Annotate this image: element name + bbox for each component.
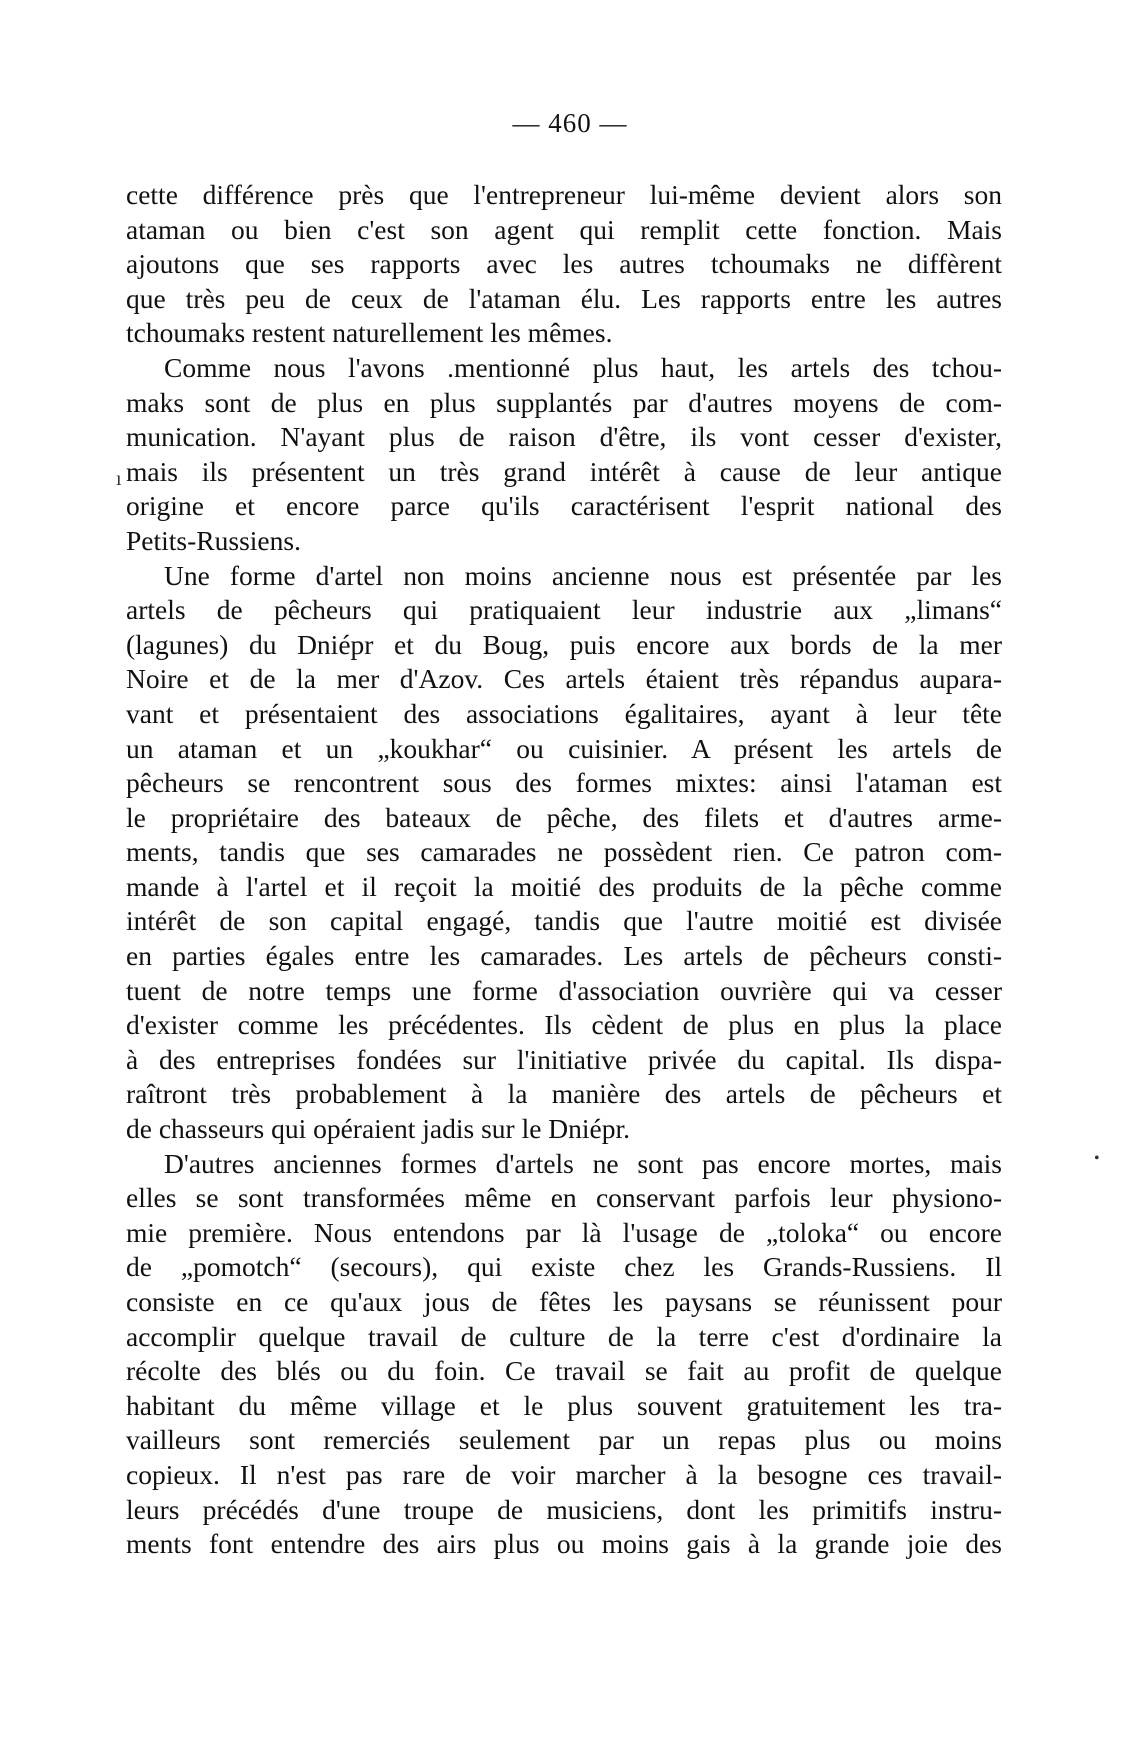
text-line: munication. N'ayant plus de raison d'être, ils vont cesser d'exister,: [126, 421, 1002, 453]
text-line: mais ils présentent un très grand intérêt à cause de leur antique: [126, 455, 1002, 487]
text-line: D'autres anciennes formes d'artels ne sont pas encore mortes, mais: [164, 1147, 1002, 1179]
text-line: copieux. Il n'est pas rare de voir marcher à la besogne ces travail-: [126, 1458, 1002, 1490]
text-line: leurs précédés d'une troupe de musiciens, dont les primitifs instru-: [126, 1493, 1002, 1525]
text-line: Noire et de la mer d'Azov. Ces artels étaient très répandus aupara-: [126, 663, 1002, 695]
text-line: vailleurs sont remerciés seulement par un repas plus ou moins: [126, 1424, 1002, 1456]
paragraph: [126, 1147, 1002, 1562]
text-line: de chasseurs qui opéraient jadis sur le Dniépr.: [126, 1113, 631, 1145]
text-line: pêcheurs se rencontrent sous des formes mixtes: ainsi l'ataman est: [126, 767, 1002, 799]
text-line: d'exister comme les précédentes. Ils cèdent de plus en plus la place: [126, 1009, 1002, 1041]
paragraph: [126, 559, 1002, 1147]
text-line: le propriétaire des bateaux de pêche, des filets et d'autres arme-: [126, 801, 1002, 833]
paragraph: [126, 351, 1002, 559]
margin-mark-left: ı: [116, 468, 122, 490]
text-line: tuent de notre temps une forme d'association ouvrière qui va cesser: [126, 974, 1002, 1006]
text-line: ataman ou bien c'est son agent qui remplit cette fonction. Mais: [126, 213, 1002, 245]
text-line: Petits-Russiens.: [126, 524, 301, 556]
text-line: cette différence près que l'entrepreneur lui-même devient alors son: [126, 179, 1002, 210]
text-line: ments font entendre des airs plus ou moins gais à la grande joie des: [126, 1528, 1002, 1560]
text-line: récolte des blés ou du foin. Ce travail se fait au profit de quelque: [126, 1355, 1002, 1387]
text-line: intérêt de son capital engagé, tandis que l'autre moitié est divisée: [126, 905, 1002, 937]
text-line: Une forme d'artel non moins ancienne nous est présentée par les: [164, 559, 1002, 591]
text-line: en parties égales entre les camarades. Les artels de pêcheurs consti-: [126, 940, 1002, 972]
paragraph: [126, 178, 1002, 351]
margin-mark-right: •: [1094, 1150, 1100, 1167]
body-text: [126, 178, 1002, 1562]
text-line: origine et encore parce qu'ils caractérisent l'esprit national des: [126, 490, 1002, 522]
text-line: que très peu de ceux de l'ataman élu. Les rapports entre les autres: [126, 282, 1002, 314]
text-line: ajoutons que ses rapports avec les autres tchoumaks ne diffèrent: [126, 248, 1002, 280]
page-number: — 460 —: [512, 108, 628, 138]
text-line: ments, tandis que ses camarades ne possèdent rien. Ce patron com-: [126, 836, 1002, 868]
text-line: habitant du même village et le plus souvent gratuitement les tra-: [126, 1389, 1002, 1421]
text-line: à des entreprises fondées sur l'initiative privée du capital. Ils dispa-: [126, 1043, 1002, 1075]
text-line: Comme nous l'avons .mentionné plus haut, les artels des tchou-: [164, 351, 1002, 383]
text-line: maks sont de plus en plus supplantés par d'autres moyens de com-: [126, 386, 1002, 418]
text-line: (lagunes) du Dniépr et du Boug, puis encore aux bords de la mer: [126, 628, 1002, 660]
text-line: elles se sont transformées même en conservant parfois leur physiono-: [126, 1182, 1002, 1214]
text-line: mie première. Nous entendons par là l'usage de „toloka“ ou encore: [126, 1216, 1002, 1248]
text-line: de „pomotch“ (secours), qui existe chez les Grands-Russiens. Il: [126, 1251, 1002, 1283]
text-line: vant et présentaient des associations égalitaires, ayant à leur tête: [126, 697, 1002, 729]
text-line: consiste en ce qu'aux jous de fêtes les paysans se réunissent pour: [126, 1286, 1002, 1317]
text-line: artels de pêcheurs qui pratiquaient leur industrie aux „limans“: [126, 594, 1002, 626]
text-line: raîtront très probablement à la manière des artels de pêcheurs et: [126, 1078, 1002, 1110]
text-line: mande à l'artel et il reçoit la moitié des produits de la pêche comme: [126, 870, 1002, 902]
text-line: accomplir quelque travail de culture de la terre c'est d'ordinaire la: [126, 1320, 1002, 1352]
text-line: un ataman et un „koukhar“ ou cuisinier. A présent les artels de: [126, 732, 1002, 764]
text-line: tchoumaks restent naturellement les mêmes.: [126, 317, 613, 349]
